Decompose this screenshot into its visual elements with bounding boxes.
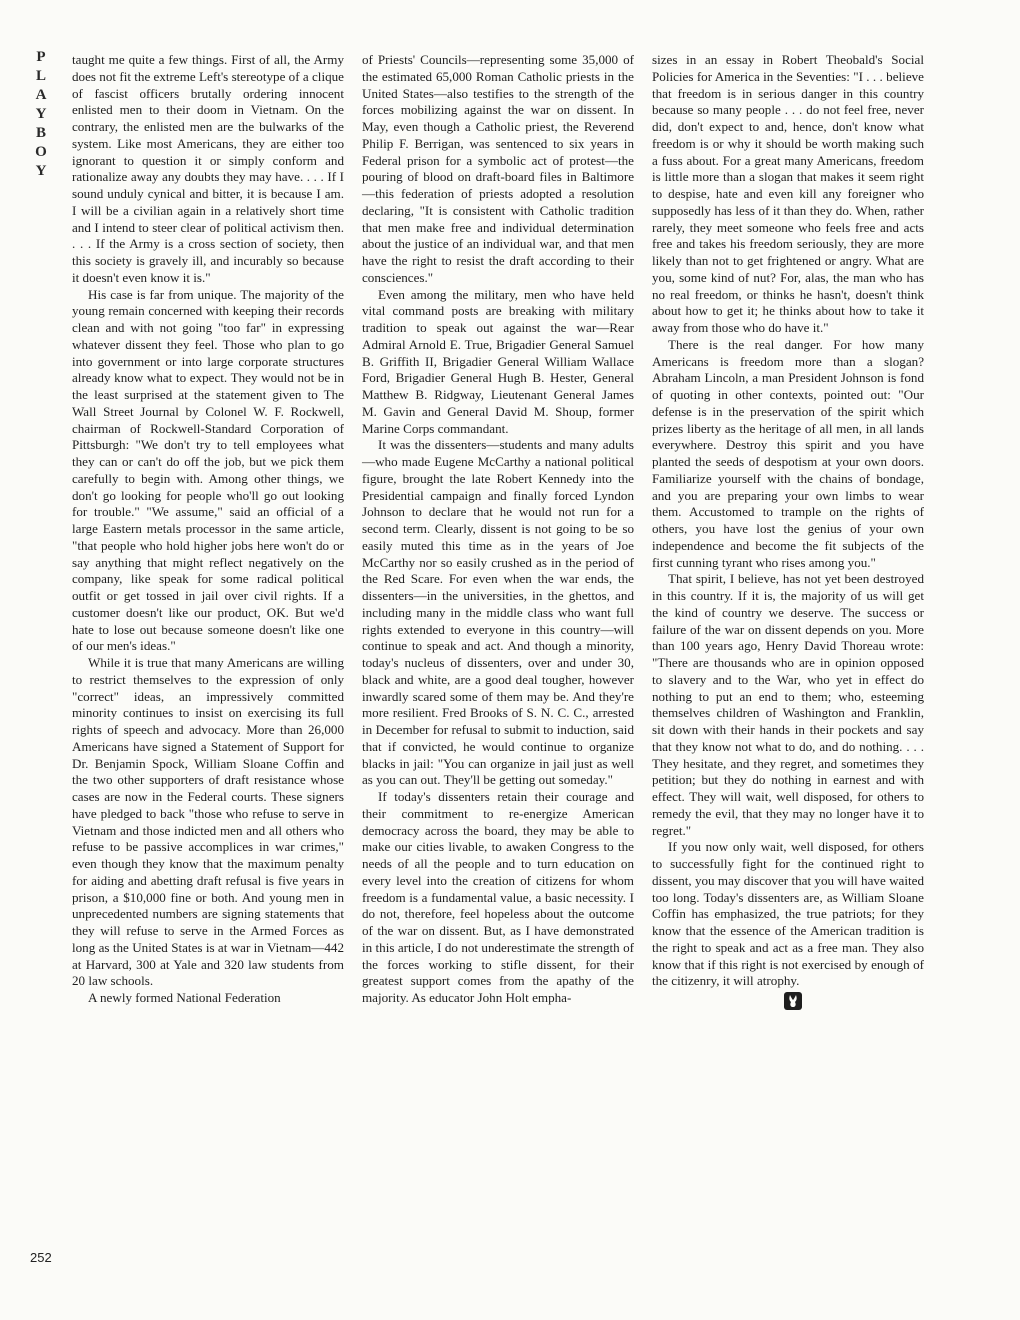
masthead-letter: A: [35, 87, 47, 103]
paragraph: His case is far from unique. The majority of the young remain concerned with keeping their records clean and with not going "too far" in expressing whatever dissent they feel. Those who plan to go into government or into large corporate structures already know what to expect. They would not be in the least surprised at the statement given to The Wall Street Journal by Colonel W. F. Rockwell, chairman of Rockwell-Standard Corporation of Pittsburgh: "We don't try to tell employees what they can or can't do off the job, but we pick them carefully to begin with. Among other things, we don't go looking for people who'll go out looking for trouble." "We assume," said an official of a large Eastern metals processor in the same article, "that people who hold higher jobs here won't do or say anything that might reflect negatively on the company, like speak for some radical political outfit or get tossed in jail over civil rights. If a customer doesn't like our product, OK. But we'd hate to lose out because someone doesn't like one of our men's ideas.": [72, 286, 344, 654]
paragraph: That spirit, I believe, has not yet been destroyed in this country. If it is, the majority of us will get the kind of country we deserve. The success or failure of the war on dissent depends on you. More than 100 years ago, Henry David Thoreau wrote: "There are thousands who are in opinion opposed to slavery and to the War, who yet in effect do nothing to put an end to them; who, esteeming themselves children of Washington and Franklin, sit down with their hands in their pockets and say that they know not what to do, and do nothing. . . . They hesitate, and they regret, and sometimes they petition; but they do nothing in earnest and with effect. They will wait, well disposed, for others to remedy the evil, that they may no longer have it to regret.": [652, 571, 924, 838]
masthead-letter: B: [35, 125, 46, 141]
column-2: [362, 52, 634, 1007]
rabbit-head-icon: [784, 992, 802, 1010]
paragraph: A newly formed National Federation: [88, 990, 281, 1005]
paragraph: sizes in an essay in Robert Theobald's Social Policies for America in the Seventies: "I . . . believe that freedom is in serious danger in this country because so many people . . . do not feel free, never did, don't expect to and, hence, don't know what freedom is or why it should be worth making such a fuss about. For a great many Americans, freedom is little more than a slogan that makes it seem right to despise, hate and even kill any foreigner who supposedly has less of it than they do. When, rather rarely, they meet someone who feels free and acts free and takes his freedom seriously, they are more likely than not to get frightened or angry. What are you, some kind of nut? For, alas, the man who has no real freedom, or thinks he hasn't, doesn't think about how to get it; he thinks about how to take it away from those who do have it.": [652, 52, 924, 335]
masthead-letter: L: [35, 68, 46, 84]
page-number: 252: [30, 1250, 52, 1265]
paragraph: If you now only wait, well disposed, for others to successfully fight for the continued right to dissent, you may discover that you will have waited too long. Today's dissenters are, as William Sloane Coffin has emphasized, the true patriots; for they know that the essence of the American tradition is the right to speak and act as a free man. They also know that if this right is not exercised by enough of the citizenry, it will atrophy.: [652, 839, 924, 989]
paragraph: It was the dissenters—students and many adults—who made Eugene McCarthy a national political figure, brought the late Robert Kennedy into the Presidential campaign and finally forced Lyndon Johnson to declare that he would not run for a second term. Clearly, dissent is not going to be so easily muted this time as in the years of Joe McCarthy nor so easily crushed as in the period of the Red Scare. For even when the war ends, the dissenters—in the universities, in the ghettos, and including many in the middle class who want full rights extended to everyone in this country—will continue to speak and act. And though a minority, today's nucleus of dissenters, over and under 30, black and white, are a good deal tougher, however inwardly scared some of them may be. And they're more resilient. Fred Brooks of S. N. C. C., arrested in December for refusal to submit to induction, said that if convicted, he would continue to organize blacks in jail: "You can organize in jail just as well as you can out. They'll be getting out someday.": [362, 437, 634, 788]
column-3: [652, 52, 924, 1010]
paragraph: While it is true that many Americans are willing to restrict themselves to the expression of only "correct" ideas, an impressively committed minority continues to insist on exercising its full rights of speech and advocacy. More than 26,000 Americans have signed a Statement of Support for Dr. Benjamin Spock, William Sloane Coffin and the two other supporters of draft resistance whose cases are now in the Federal courts. These signers have pledged to back "those who refuse to serve in Vietnam and those indicted men and all others who refuse to be passive accomplices in war crimes," even though they know that the maximum penalty for aiding and abetting draft refusal is five years in prison, a $10,000 fine or both. And young men in unprecedented numbers are signing statements that they will refuse to serve in the Armed Forces as long as the United States is at war in Vietnam—442 at Harvard, 300 at Yale and 320 law students from 20 law schools.: [72, 655, 344, 989]
paragraph: of Priests' Councils—representing some 35,000 of the estimated 65,000 Roman Catholic priests in the United States—also testifies to the strength of the forces mobilizing against the war on dissent. In May, even though a Catholic priest, the Reverend Philip F. Berrigan, was sentenced to six years in Federal prison for a symbolic act of protest—the pouring of blood on draft-board files in Baltimore—this federation of priests adopted a resolution declaring, "It is consistent with Catholic tradition that men make free and individual determination about the justice of an individual war, and that men have the right to resist the draft according to their consciences.": [362, 52, 634, 285]
masthead: [30, 48, 52, 181]
paragraph: If today's dissenters retain their courage and their commitment to re-energize American democracy across the board, they may be able to make our cities livable, to awaken Congress to the needs of all the people and to turn education on every level into the creation of citizens for whom freedom is a fundamental value, a basic necessity. I do not, therefore, feel hopeless about the outcome of the war on dissent. But, as I have demonstrated in this article, I do not underestimate the strength of the forces working to stifle dissent, for their greatest support comes from the apathy of the majority. As educator John Holt empha-: [362, 789, 634, 1005]
paragraph: taught me quite a few things. First of all, the Army does not fit the extreme Left's stereotype of a clique of fascist officers brutally ordering innocent enlisted men to their doom in Vietnam. On the contrary, the enlisted men are the bulwarks of the system. Like most Americans, they are either too ignorant to question it or simply conform and rationalize away any doubts they may have. . . . If I sound unduly cynical and bitter, it is because I am. I will be a civilian again in a relatively short time and I intend to steer clear of political activism then. . . . If the Army is a cross section of society, then this society is gravely ill, and incurably so because it doesn't even know it is.": [72, 52, 344, 285]
masthead-letter: Y: [35, 163, 47, 179]
masthead-letter: P: [36, 49, 46, 65]
masthead-letter: O: [35, 144, 47, 160]
masthead-letter: Y: [35, 106, 47, 122]
column-1: [72, 52, 344, 1007]
paragraph: There is the real danger. For how many Americans is freedom more than a slogan? Abraham Lincoln, a man President Johnson is fond of quoting in other contexts, pointed out: "Our defense is in the preservation of the spirit which prizes liberty as the heritage of all men, in all lands everywhere. Destroy this spirit and you have planted the seeds of despotism at your own doors. Familiarize yourself with the chains of bondage, and you are preparing your own limbs to wear them. Accustomed to trample on the rights of others, you have lost the genius of your own independence and become the fit subjects of the first cunning tyrant who rises among you.": [652, 336, 924, 570]
paragraph: Even among the military, men who have held vital command posts are breaking with military tradition to speak out against the war—Rear Admiral Arnold E. True, Brigadier General Samuel B. Griffith II, Brigadier General William Wallace Ford, Brigadier General Hugh B. Hester, General Matthew B. Ridgway, Lieutenant General James M. Gavin and General David M. Shoup, former Marine Corps commandant.: [362, 286, 634, 436]
